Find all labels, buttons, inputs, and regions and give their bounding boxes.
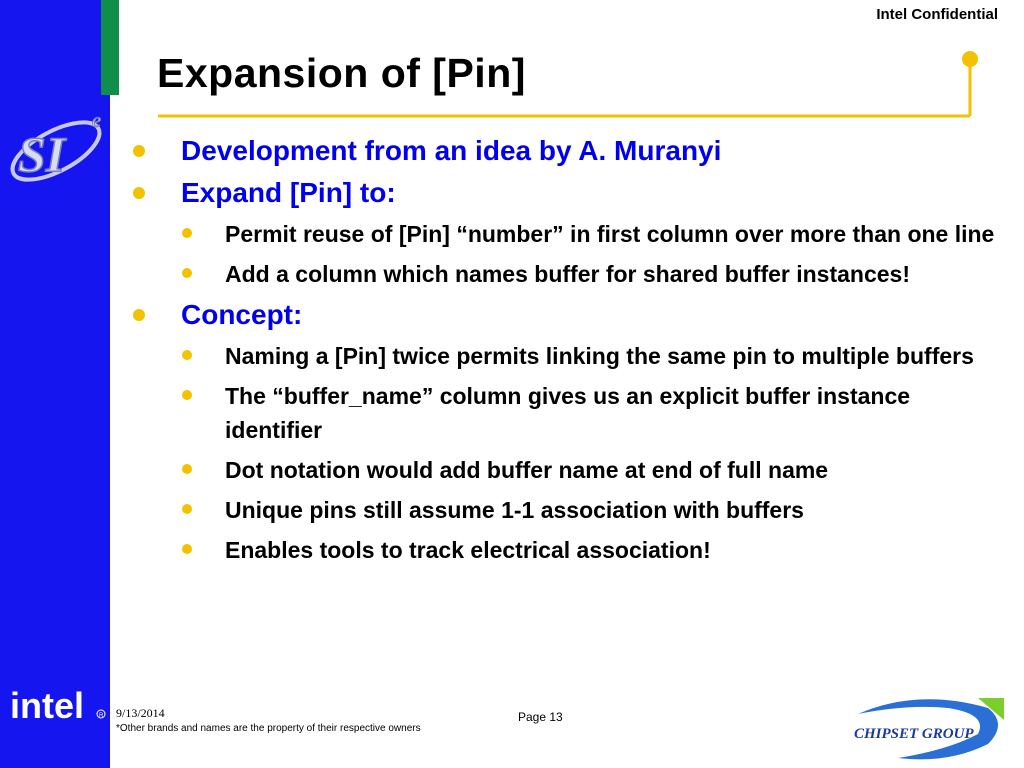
bullet-dot-icon xyxy=(182,544,192,554)
intel-logo xyxy=(10,684,108,738)
bullet-item-expand xyxy=(130,175,1000,211)
bullet-dot-icon xyxy=(182,228,192,238)
confidential-label: Intel Confidential xyxy=(876,6,998,23)
footer-trademark-note: *Other brands and names are the property of their respective owners xyxy=(116,723,421,734)
sub-bullet-item xyxy=(130,339,1000,373)
bullet-dot-icon xyxy=(182,350,192,360)
bullet-text: Concept: xyxy=(181,299,303,330)
footer-date: 9/13/2014 xyxy=(116,706,165,720)
bullet-text: Permit reuse of [Pin] “number” in first column over more than one line xyxy=(225,221,995,247)
bullet-dot-icon xyxy=(182,504,192,514)
si-logo-text: SI xyxy=(18,126,66,182)
bullet-dot-icon xyxy=(182,268,192,278)
sub-bullet-item xyxy=(130,217,1000,251)
bullet-list xyxy=(130,133,1000,573)
sub-bullet-item xyxy=(130,257,1000,291)
bullet-text: Unique pins still assume 1-1 association with buffers xyxy=(225,497,804,523)
bullet-text: Naming a [Pin] twice permits linking the same pin to multiple buffers xyxy=(225,343,974,369)
bullet-text: The “buffer_name” column gives us an explicit buffer instance identifier xyxy=(225,383,911,443)
bullet-dot-icon xyxy=(133,187,145,199)
bullet-dot-icon xyxy=(182,390,192,400)
bullet-text: Enables tools to track electrical association! xyxy=(225,537,711,563)
bullet-dot-icon xyxy=(182,464,192,474)
bullet-text: Dot notation would add buffer name at end of full name xyxy=(225,457,829,483)
bullet-text: Development from an idea by A. Muranyi xyxy=(181,135,722,166)
bullet-dot-icon xyxy=(133,309,145,321)
si-logo-superscript: e xyxy=(92,110,101,132)
svg-text:R: R xyxy=(99,713,104,719)
bullet-text: Add a column which names buffer for shared buffer instances! xyxy=(225,261,911,287)
green-accent-bar xyxy=(101,0,119,95)
page-number: Page 13 xyxy=(518,710,563,724)
si-logo xyxy=(6,105,116,190)
sub-bullet-item xyxy=(130,533,1000,567)
chipset-group-text: CHIPSET GROUP xyxy=(854,726,974,742)
sub-bullet-item xyxy=(130,379,1000,447)
sub-bullet-item xyxy=(130,493,1000,527)
bullet-item-concept xyxy=(130,297,1000,333)
slide-title: Expansion of [Pin] xyxy=(157,50,526,96)
bullet-dot-icon xyxy=(133,145,145,157)
chipset-group-logo xyxy=(838,694,1006,766)
bullet-item-idea xyxy=(130,133,1000,169)
intel-logo-text: intel xyxy=(10,685,85,726)
sub-bullet-item xyxy=(130,453,1000,487)
bullet-text: Expand [Pin] to: xyxy=(181,177,396,208)
